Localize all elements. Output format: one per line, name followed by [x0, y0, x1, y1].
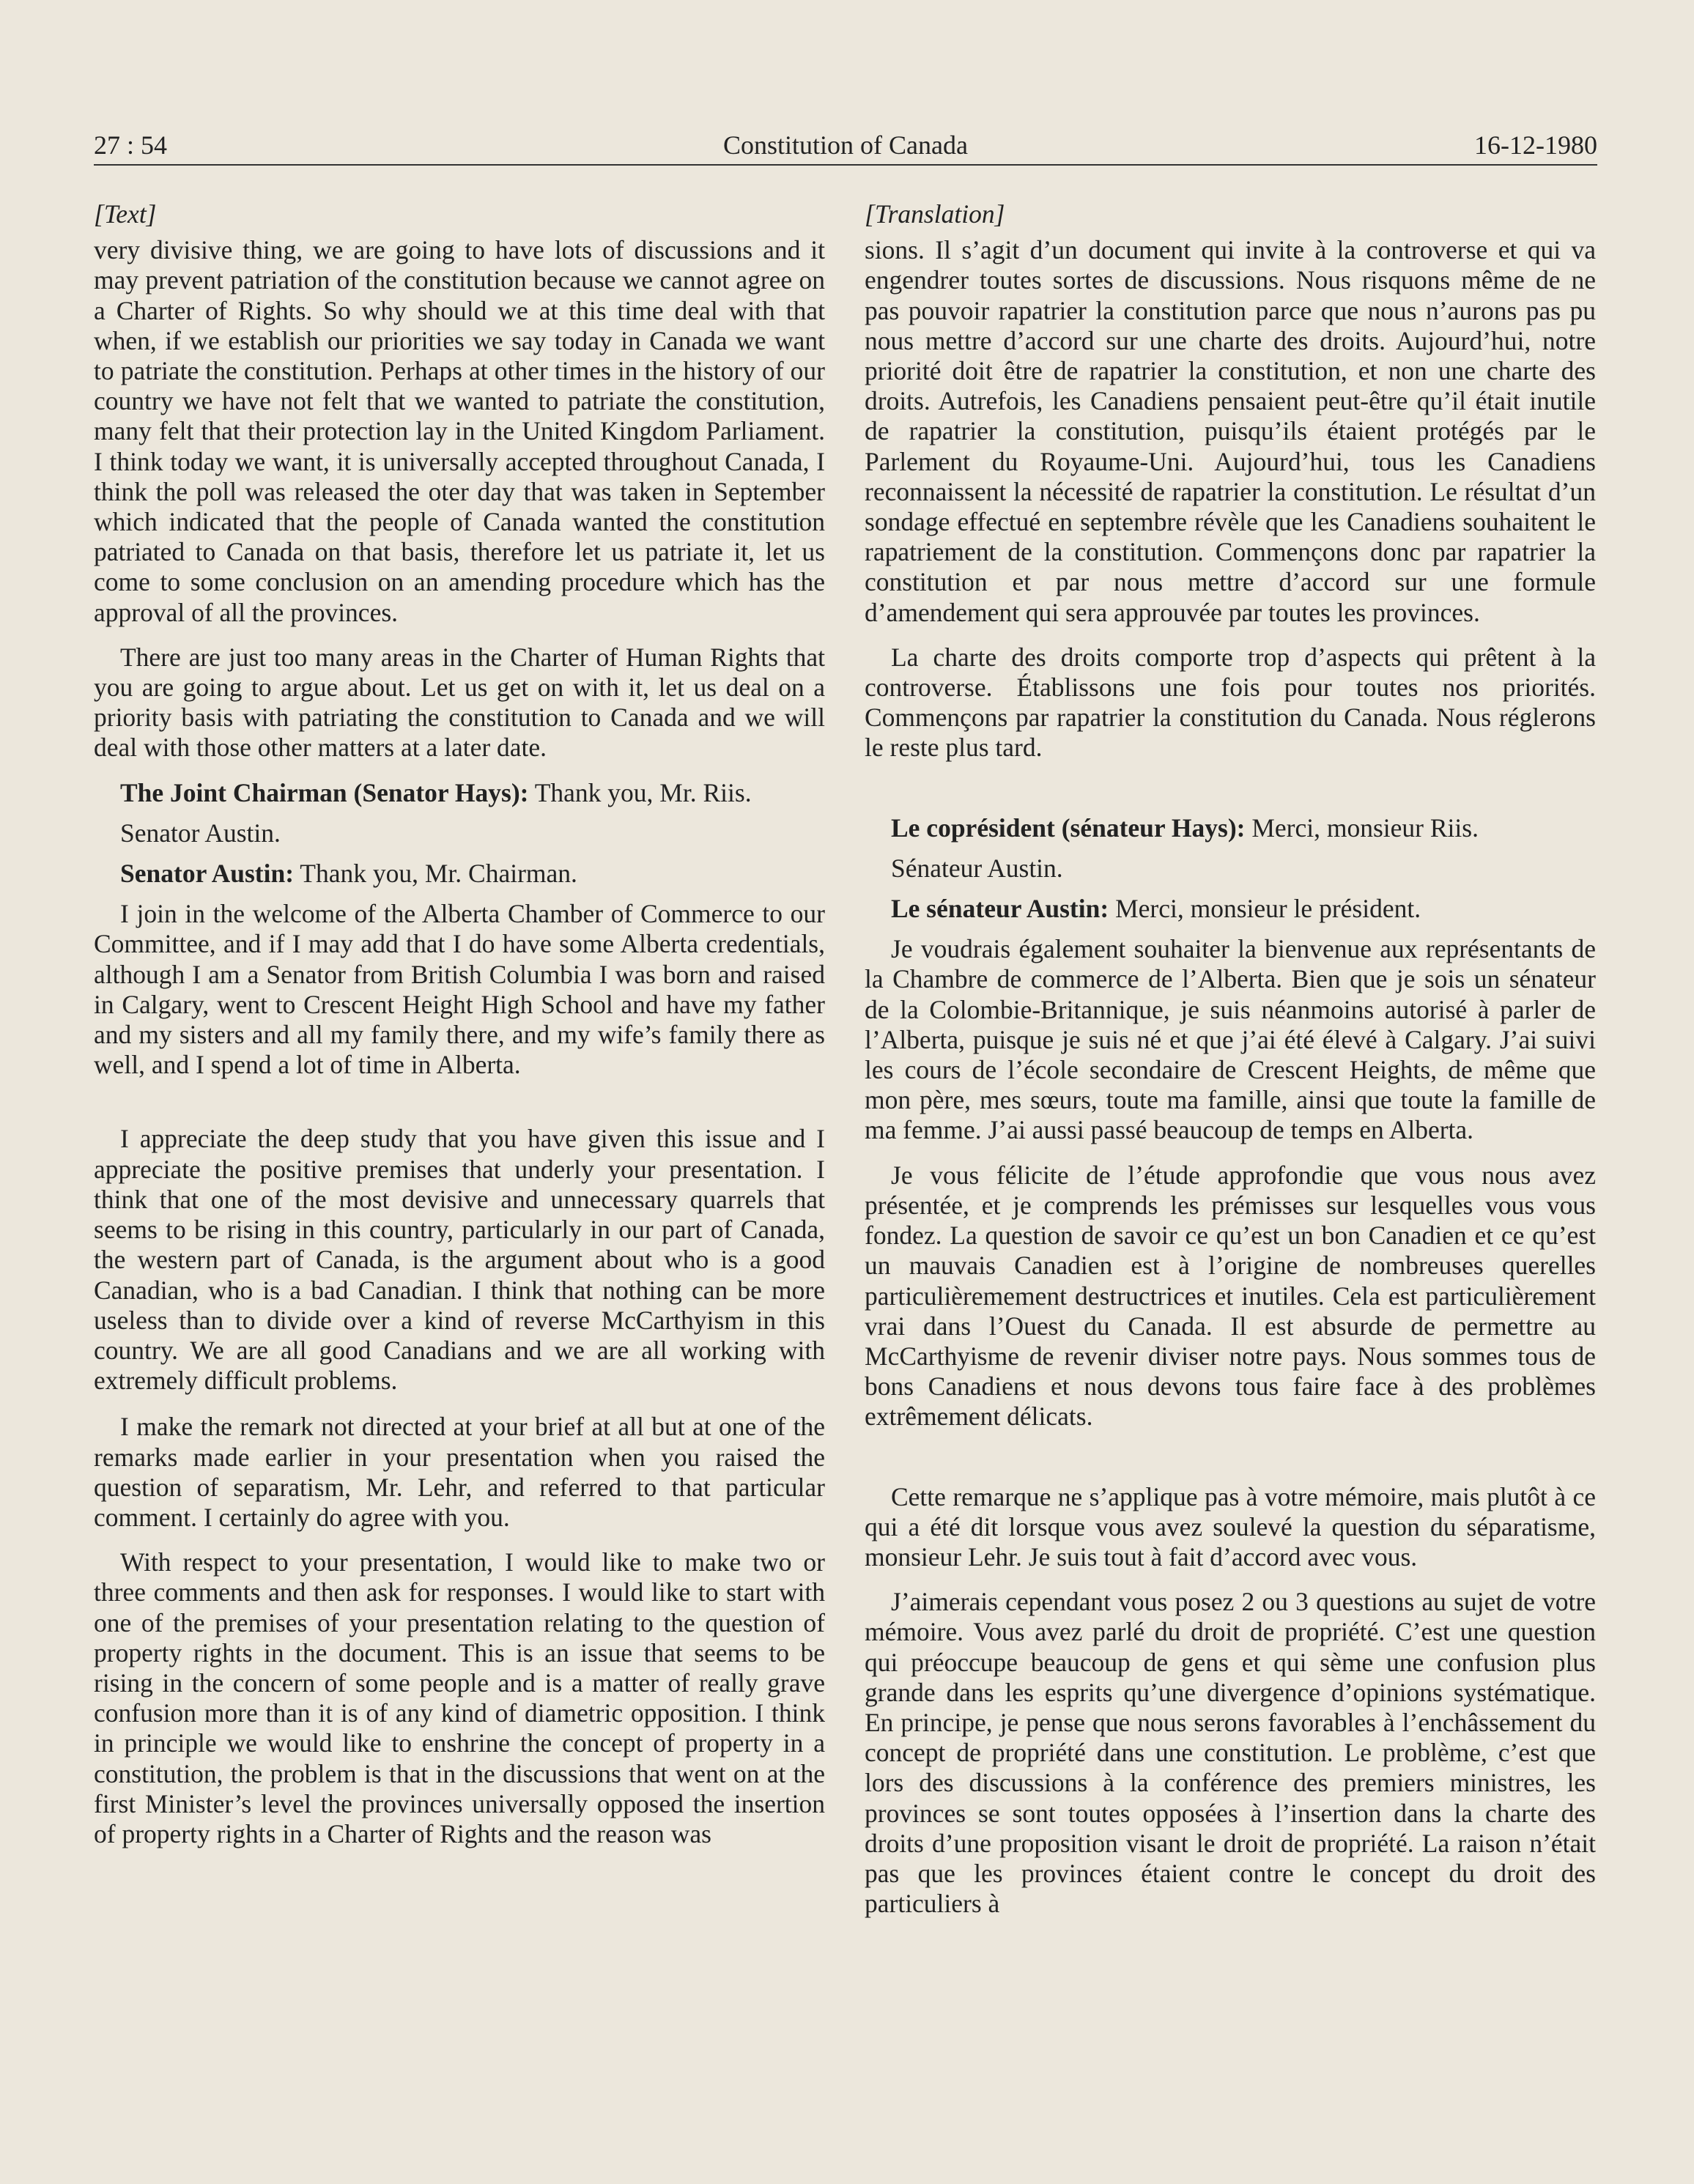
paragraph: With respect to your presentation, I would like to make two or three comments and then ask for responses. I would like to start with one of the premises of your presentation relating to the question of property rights in the document. This is an issue that seems to be rising in the concern of some people and is a matter of really grave confusion more than it is of any kind of diametric opposition. I think in principle we would like to enshrine the concept of property in a constitution, the problem is that in the discussions that went on at the first Minister’s level the provinces universally opposed the insertion of property rights in a Charter of Rights and the reason was — [94, 1547, 825, 1848]
speaker-name: Le coprésident (sénateur Hays): — [891, 812, 1246, 843]
speaker-text: Thank you, Mr. Riis. — [528, 777, 752, 807]
speaker-line — [865, 854, 1596, 884]
speaker-name: Senator Austin: — [120, 859, 295, 889]
speaker-line — [865, 813, 1596, 843]
speaker-text: Senator Austin. — [120, 818, 281, 848]
speaker-text: Merci, monsieur le président. — [1109, 894, 1421, 924]
running-title: Constitution of Canada — [723, 130, 968, 160]
spacer — [94, 1095, 825, 1124]
paragraph: very divisive thing, we are going to have lots of discussions and it may prevent patriation of the constitution because we cannot agree on a Charter of Rights. So why should we at this time deal with that when, if we establish our priorities we say today in Canada we want to patriate the constitution. Perhaps at other times in the history of our country we have not felt that we wanted to patriate the constitution, many felt that their protection lay in the United Kingdom Parliament. I think today we want, it is universally accepted throughout Canada, I think the poll was released the oter day that was taken in September which indicated that the people of Canada wanted the constitution patriated to Canada on that basis, therefore let us patriate it, let us come to some conclusion on an amending procedure which has the approval of all the provinces. — [94, 235, 825, 627]
page-number: 27 : 54 — [94, 130, 168, 160]
translation-tag: [Translation] — [865, 199, 1005, 229]
paragraph: There are just too many areas in the Charter of Human Rights that you are going to argue about. Let us get on with it, let us deal on a priority basis with patriating the constitution to Canada and we will deal with those other matters at a later date. — [94, 642, 825, 763]
speaker-line — [94, 778, 825, 808]
paragraph: J’aimerais cependant vous posez 2 ou 3 questions au sujet de votre mémoire. Vous avez parlé du droit de propriété. C’est une question qui préoccupe beaucoup de gens et qui sème une confusion plus grande dans les esprits qu’une divergence d’opinions systématique. En principe, je pense que nous serons favorables à l’enchâssement du concept de propriété dans une constitution. Le problème, c’est que lors des discussions à la conférence des premiers ministres, les provinces se sont toutes opposées à l’insertion dans la charte des droits d’une proposition visant le droit de propriété. La raison n’était pas que les provinces étaient contre le concept du droit des particuliers à — [865, 1587, 1596, 1919]
spacer — [865, 1447, 1596, 1482]
speaker-line — [94, 859, 825, 889]
speaker-text: Sénateur Austin. — [891, 853, 1063, 883]
speaker-name: Le sénateur Austin: — [891, 894, 1109, 924]
running-header — [94, 123, 1597, 167]
paragraph: La charte des droits comporte trop d’aspects qui prêtent à la controverse. Établissons une fois pour toutes nos priorités. Commençons par rapatrier la constitution du Canada. Nous réglerons le reste plus tard. — [865, 642, 1596, 763]
paragraph: I appreciate the deep study that you have given this issue and I appreciate the positive premises that underly your presentation. I think that one of the most devisive and unnecessary quarrels that seems to be rising in this country, particularly in our part of Canada, the western part of Canada, is the argument about who is a good Canadian, who is a bad Canadian. I think that nothing can be more useless than to divide over a kind of reverse McCarthyism in this country. We are all good Canadians and we are all working with extremely difficult problems. — [94, 1124, 825, 1396]
speaker-text: Merci, monsieur Riis. — [1245, 812, 1479, 843]
spacer — [865, 778, 1596, 813]
paragraph: Je voudrais également souhaiter la bienvenue aux représentants de la Chambre de commerce de l’Alberta. Bien que je sois un sénateur de la Colombie-Britannique, je suis néanmoins autorisé à parler de l’Alberta, puisque je suis né et que j’ai été élevé à Calgary. J’ai suivi les cours de l’école secondaire de Crescent Heights, de même que mon père, mes sœurs, toute ma famille, ainsi que toute la famille de ma femme. J’ai aussi passé beaucoup de temps en Alberta. — [865, 934, 1596, 1145]
speaker-name: The Joint Chairman (Senator Hays): — [120, 777, 529, 807]
header-date: 16-12-1980 — [1474, 130, 1597, 160]
paragraph: Je vous félicite de l’étude approfondie que vous nous avez présentée, et je comprends les prémisses sur lesquelles vous vous fondez. La question de savoir ce qu’est un bon Canadien et ce qu’est un mauvais Canadien est à l’origine de nombreuses querelles particulièremement destructrices et inutiles. Cela est particulièrement vrai dans l’Ouest du Canada. Il est absurde de permettre au McCarthyisme de revenir diviser notre pays. Nous sommes tous de bons Canadiens et nous devons tous faire face à des problèmes extrêmement délicats. — [865, 1160, 1596, 1432]
french-column — [865, 199, 1596, 1933]
speaker-text: Thank you, Mr. Chairman. — [294, 859, 577, 889]
paragraph: I join in the welcome of the Alberta Chamber of Commerce to our Committee, and if I may add that I do have some Alberta credentials, although I am a Senator from British Columbia I was born and raised in Calgary, went to Crescent Height High School and have my father and my sisters and all my family there, and my wife’s family there as well, and I spend a lot of time in Alberta. — [94, 899, 825, 1080]
paragraph: sions. Il s’agit d’un document qui invite à la controverse et qui va engendrer toutes sortes de discussions. Nous risquons même de ne pas pouvoir rapatrier la constitution parce que nous n’aurons pas pu nous mettre d’accord sur une charte des droits. Aujourd’hui, notre priorité doit être de rapatrier la constitution, et non une charte des droits. Autrefois, les Canadiens pensaient peut-être qu’il était inutile de rapatrier la constitution, puisqu’ils étaient protégés par le Parlement du Royaume-Uni. Aujourd’hui, tous les Canadiens reconnaissent la nécessité de rapatrier la constitution. Le résultat d’un sondage effectué en septembre révèle que les Canadiens souhaitent le rapatriement de la constitution. Commençons donc par rapatrier la constitution et par nous mettre d’accord sur une formule d’amendement qui sera approuvée par toutes les provinces. — [865, 235, 1596, 627]
english-column — [94, 199, 825, 1864]
header-rule — [94, 164, 1597, 166]
speaker-line — [94, 818, 825, 848]
paragraph: I make the remark not directed at your brief at all but at one of the remarks made earlier in your presentation when you raised the question of separatism, Mr. Lehr, and referred to that particular comment. I certainly do agree with you. — [94, 1412, 825, 1532]
paragraph: Cette remarque ne s’applique pas à votre mémoire, mais plutôt à ce qui a été dit lorsque vous avez soulevé la question du séparatisme, monsieur Lehr. Je suis tout à fait d’accord avec vous. — [865, 1481, 1596, 1572]
speaker-line — [865, 894, 1596, 924]
text-tag: [Text] — [94, 199, 157, 229]
